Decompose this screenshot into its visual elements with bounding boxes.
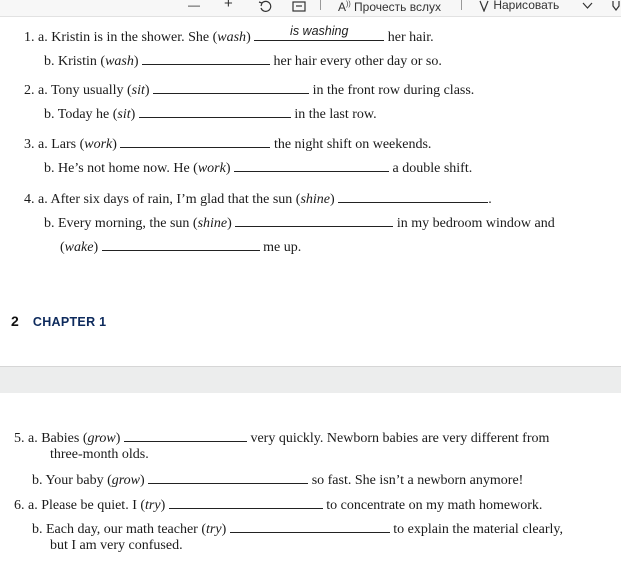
verb-hint: wake (64, 240, 94, 255)
verb-hint: shine (197, 216, 228, 231)
item-letter: b. (32, 473, 43, 488)
verb-hint: work (197, 161, 226, 176)
item-letter: b. (44, 161, 55, 176)
sentence-paren: ) (112, 137, 117, 152)
read-aloud-icon: A)) (338, 0, 351, 14)
sentence-paren: ) (115, 431, 121, 446)
sentence-paren: ) (225, 161, 231, 176)
verb-hint: wash (217, 30, 247, 45)
answer-blank[interactable] (102, 239, 260, 251)
pen-icon (478, 0, 490, 12)
item-number: 5. (14, 431, 25, 446)
answer-blank[interactable] (338, 191, 488, 203)
fit-page-icon (292, 0, 306, 12)
sentence-end: in the front row during class. (312, 83, 475, 98)
sentence-end: to concentrate on my math homework. (326, 498, 543, 513)
draw-label: Нарисовать (493, 0, 560, 12)
item-letter: b. (44, 216, 55, 231)
sentence-paren: ) (221, 522, 227, 537)
sentence-end: me up. (263, 240, 302, 255)
exercise-1a (24, 24, 434, 46)
exercise-4a (24, 191, 492, 208)
item-number: 3. (24, 137, 35, 152)
exercise-4b-continued (60, 239, 301, 256)
verb-hint: sit (131, 83, 145, 98)
answer-blank[interactable] (124, 430, 247, 442)
sentence-end: her hair every other day or so. (273, 54, 442, 69)
sentence-end: very quickly. Newborn babies are very different from (250, 431, 550, 446)
item-letter: a. (38, 137, 48, 152)
verb-hint: grow (87, 431, 116, 446)
sentence-end: a double shift. (392, 161, 473, 176)
item-letter: a. (38, 83, 48, 98)
sentence-paren: ) (93, 240, 99, 255)
textbook-page-top (0, 17, 621, 366)
sentence-end: so fast. She isn’t a newborn anymore! (311, 473, 524, 488)
sentence-start: He’s not home now. He ( (58, 161, 198, 176)
rotate-button[interactable] (258, 0, 272, 13)
minus-icon: — (188, 0, 200, 12)
answer-text: is washing (290, 24, 349, 38)
sentence-start: Today he ( (57, 107, 118, 122)
verb-hint: shine (300, 192, 331, 207)
sentence-start: Please be quiet. I ( (41, 498, 146, 513)
verb-hint: try (145, 498, 161, 513)
exercise-6b (32, 521, 563, 538)
sentence-end: the night shift on weekends. (273, 137, 432, 152)
sentence-end: in the last row. (294, 107, 377, 122)
answer-blank[interactable] (169, 497, 323, 509)
verb-hint: wash (105, 54, 134, 69)
sentence-end: to explain the material clearly, (393, 522, 563, 537)
sentence-start: Tony usually ( (50, 83, 132, 98)
sentence-start: Your baby ( (45, 473, 112, 488)
sentence-end: in my bedroom window and (396, 216, 555, 231)
sentence-paren: ) (144, 83, 150, 98)
answer-blank[interactable] (235, 215, 393, 227)
exercise-2b (44, 106, 377, 123)
toolbar-divider (461, 0, 462, 10)
sentence-paren: ) (140, 473, 145, 488)
chevron-down-icon (582, 2, 593, 10)
sentence-paren: ) (160, 498, 166, 513)
verb-hint: sit (117, 107, 131, 122)
reader-toolbar (0, 0, 621, 17)
item-letter: b. (44, 54, 55, 69)
item-letter: b. (32, 522, 43, 537)
highlight-button[interactable] (611, 0, 621, 13)
sentence-paren: ) (330, 192, 335, 207)
plus-icon: + (224, 0, 233, 12)
exercise-2a (24, 82, 474, 99)
item-letter: a. (28, 431, 38, 446)
highlighter-icon (611, 0, 621, 12)
sentence-start: Kristin ( (58, 54, 106, 69)
sentence-start: ( (60, 240, 65, 255)
item-letter: b. (44, 107, 55, 122)
fit-page-button[interactable] (292, 0, 306, 13)
sentence-end: her hair. (387, 30, 434, 45)
item-number: 1. (24, 30, 35, 45)
rotate-icon (258, 0, 272, 12)
zoom-out-button[interactable] (188, 0, 200, 13)
sentence-start: After six days of rain, I’m glad that the sun ( (50, 192, 301, 207)
item-number: 6. (14, 498, 25, 513)
exercise-5a (14, 430, 549, 447)
sentence-start: Kristin is in the shower. She ( (51, 30, 218, 45)
read-aloud-label: Прочесть вслух (354, 0, 441, 14)
item-letter: a. (28, 498, 38, 513)
toolbar-divider (320, 0, 321, 10)
sentence-end: . (488, 192, 492, 207)
answer-blank[interactable] (139, 106, 291, 118)
exercise-5b (32, 472, 523, 489)
verb-hint: grow (111, 473, 141, 488)
page-footer (11, 313, 106, 329)
read-aloud-button[interactable] (338, 0, 441, 15)
item-number: 4. (24, 192, 35, 207)
item-letter: a. (38, 30, 48, 45)
answer-blank[interactable] (230, 521, 390, 533)
exercise-3b (44, 160, 472, 177)
chapter-label: CHAPTER 1 (32, 315, 107, 329)
sentence-continuation: three-month olds. (50, 447, 149, 462)
exercise-4b (44, 215, 555, 232)
textbook-page-bottom (0, 393, 621, 569)
sentence-paren: ) (130, 107, 136, 122)
answer-blank[interactable] (153, 82, 309, 94)
sentence-start: Babies ( (41, 431, 88, 446)
exercise-6a (14, 497, 542, 514)
verb-hint: try (206, 522, 222, 537)
sentence-paren: ) (246, 30, 251, 45)
exercise-3a (24, 136, 431, 153)
exercise-5a-continued (50, 447, 149, 463)
answer-blank[interactable] (234, 160, 389, 172)
sentence-paren: ) (227, 216, 232, 231)
sentence-continuation: but I am very confused. (50, 538, 183, 553)
answer-blank[interactable] (142, 53, 270, 65)
verb-hint: work (84, 137, 113, 152)
item-number: 2. (24, 83, 35, 98)
draw-button[interactable] (478, 0, 559, 13)
answer-blank[interactable] (254, 24, 384, 41)
item-letter: a. (38, 192, 48, 207)
zoom-in-button[interactable] (224, 0, 233, 12)
answer-blank[interactable] (148, 472, 308, 484)
page-number: 2 (11, 313, 20, 329)
sentence-start: Lars ( (51, 137, 85, 152)
page-break (0, 366, 621, 394)
exercise-6b-continued (50, 538, 183, 554)
sentence-start: Each day, our math teacher ( (46, 522, 207, 537)
sentence-start: Every morning, the sun ( (58, 216, 198, 231)
answer-blank[interactable] (120, 136, 270, 148)
sentence-paren: ) (133, 54, 139, 69)
exercise-1b (44, 53, 442, 70)
draw-options-dropdown[interactable] (582, 0, 593, 13)
